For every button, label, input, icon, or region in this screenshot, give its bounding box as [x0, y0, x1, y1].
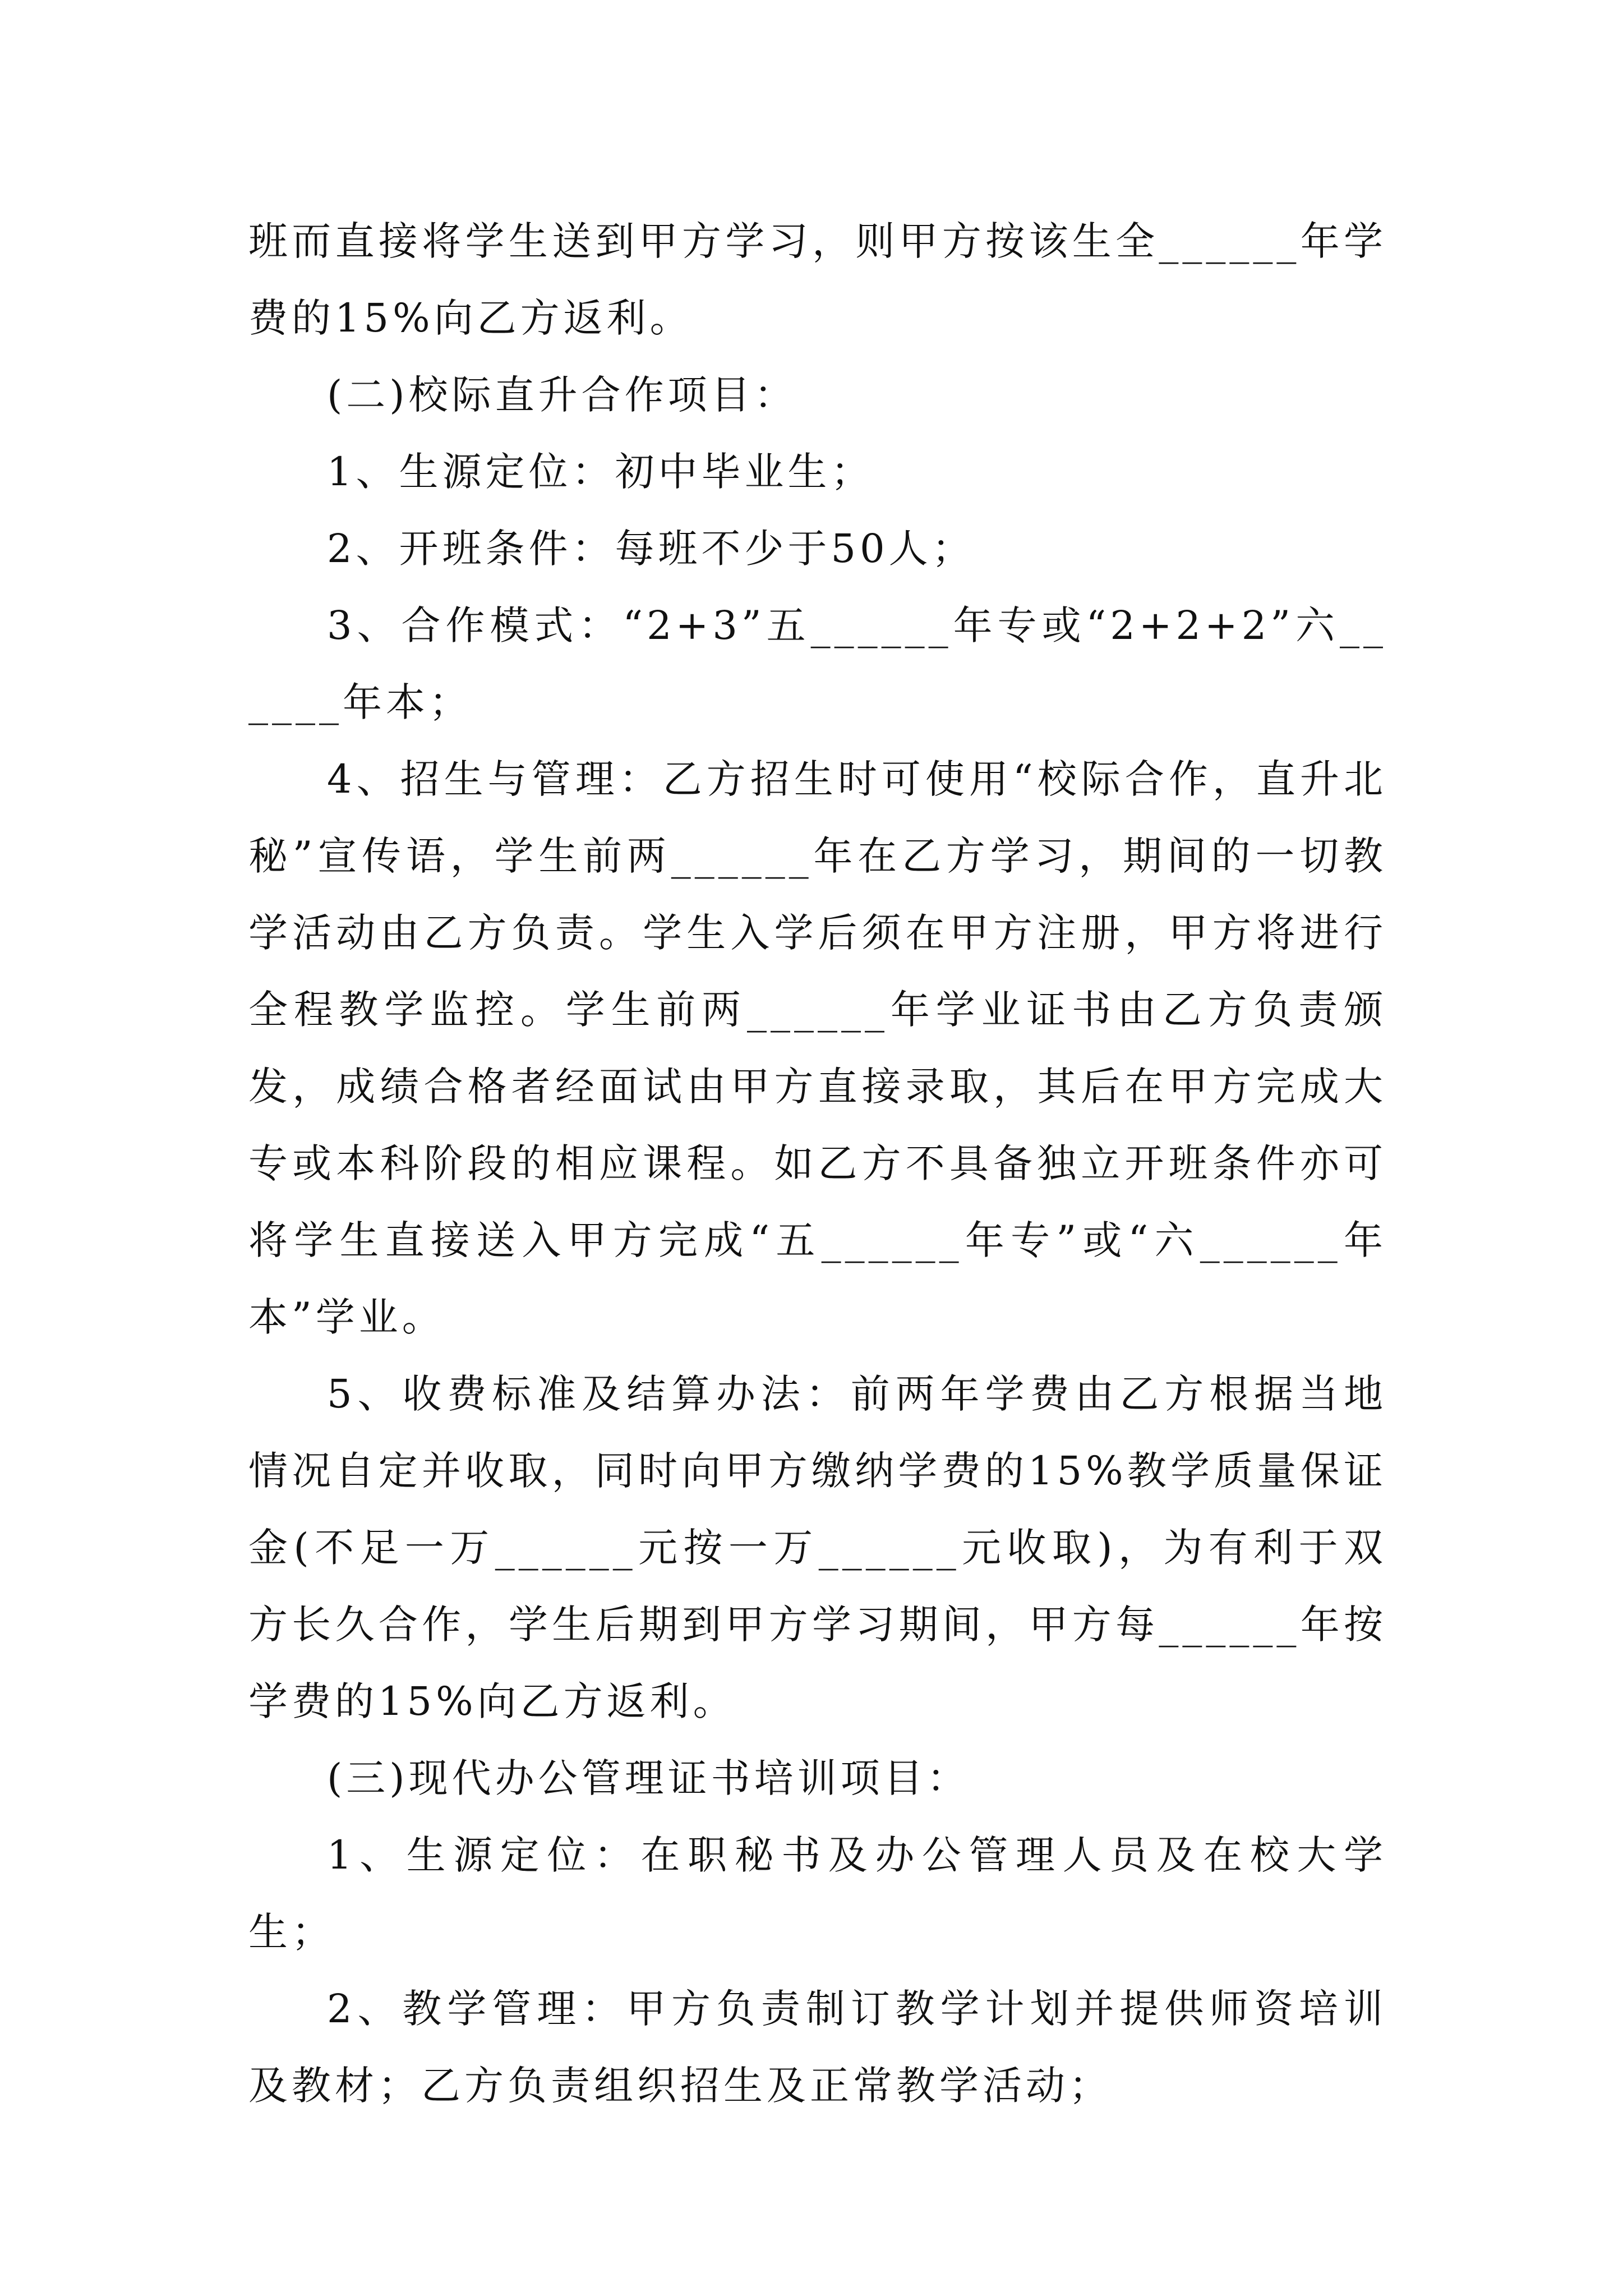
- document-body: [248, 203, 1387, 2124]
- paragraph-cooperation-mode: 3、合作模式：“2+3”五______年专或“2+2+2”六______年本；: [248, 602, 1387, 725]
- paragraph-continuation: 班而直接将学生送到甲方学习，则甲方按该生全______年学费的15%向乙方返利。: [248, 218, 1387, 341]
- paragraph-enrollment-management: 4、招生与管理：乙方招生时可使用“校际合作，直升北秘”宣传语，学生前两______年在乙方学习，期间的一切教学活动由乙方负责。学生入学后须在甲方注册，甲方将进行全程教学监控。学生前两______年学业证书由乙方负责颁发，成绩合格者经面试由甲方直接录取，其后在甲方完成大专或本科阶段的相应课程。如乙方不具备独立开班条件亦可将学生直接送入甲方完成“五______年专”或“六______年本”学业。: [248, 756, 1387, 1340]
- section-heading-school-direct: (二)校际直升合作项目：: [327, 372, 797, 418]
- paragraph-student-source: 1、生源定位：初中毕业生；: [327, 449, 874, 495]
- paragraph-teaching-management: 2、教学管理：甲方负责制订教学计划并提供师资培训及教材；乙方负责组织招生及正常教学活动；: [248, 1986, 1387, 2109]
- paragraph-fee-settlement: 5、收费标准及结算办法：前两年学费由乙方根据当地情况自定并收取，同时向甲方缴纳学费的15%教学质量保证金(不足一万______元按一万______元收取)，为有利于双方长久合作，学生后期到甲方学习期间，甲方每______年按学费的15%向乙方返利。: [248, 1371, 1387, 1724]
- section-heading-office-certificate: (三)现代办公管理证书培训项目：: [327, 1755, 970, 1801]
- paragraph-class-condition: 2、开班条件：每班不少于50人；: [327, 526, 975, 572]
- paragraph-office-student-source: 1、生源定位：在职秘书及办公管理人员及在校大学生；: [248, 1832, 1387, 1955]
